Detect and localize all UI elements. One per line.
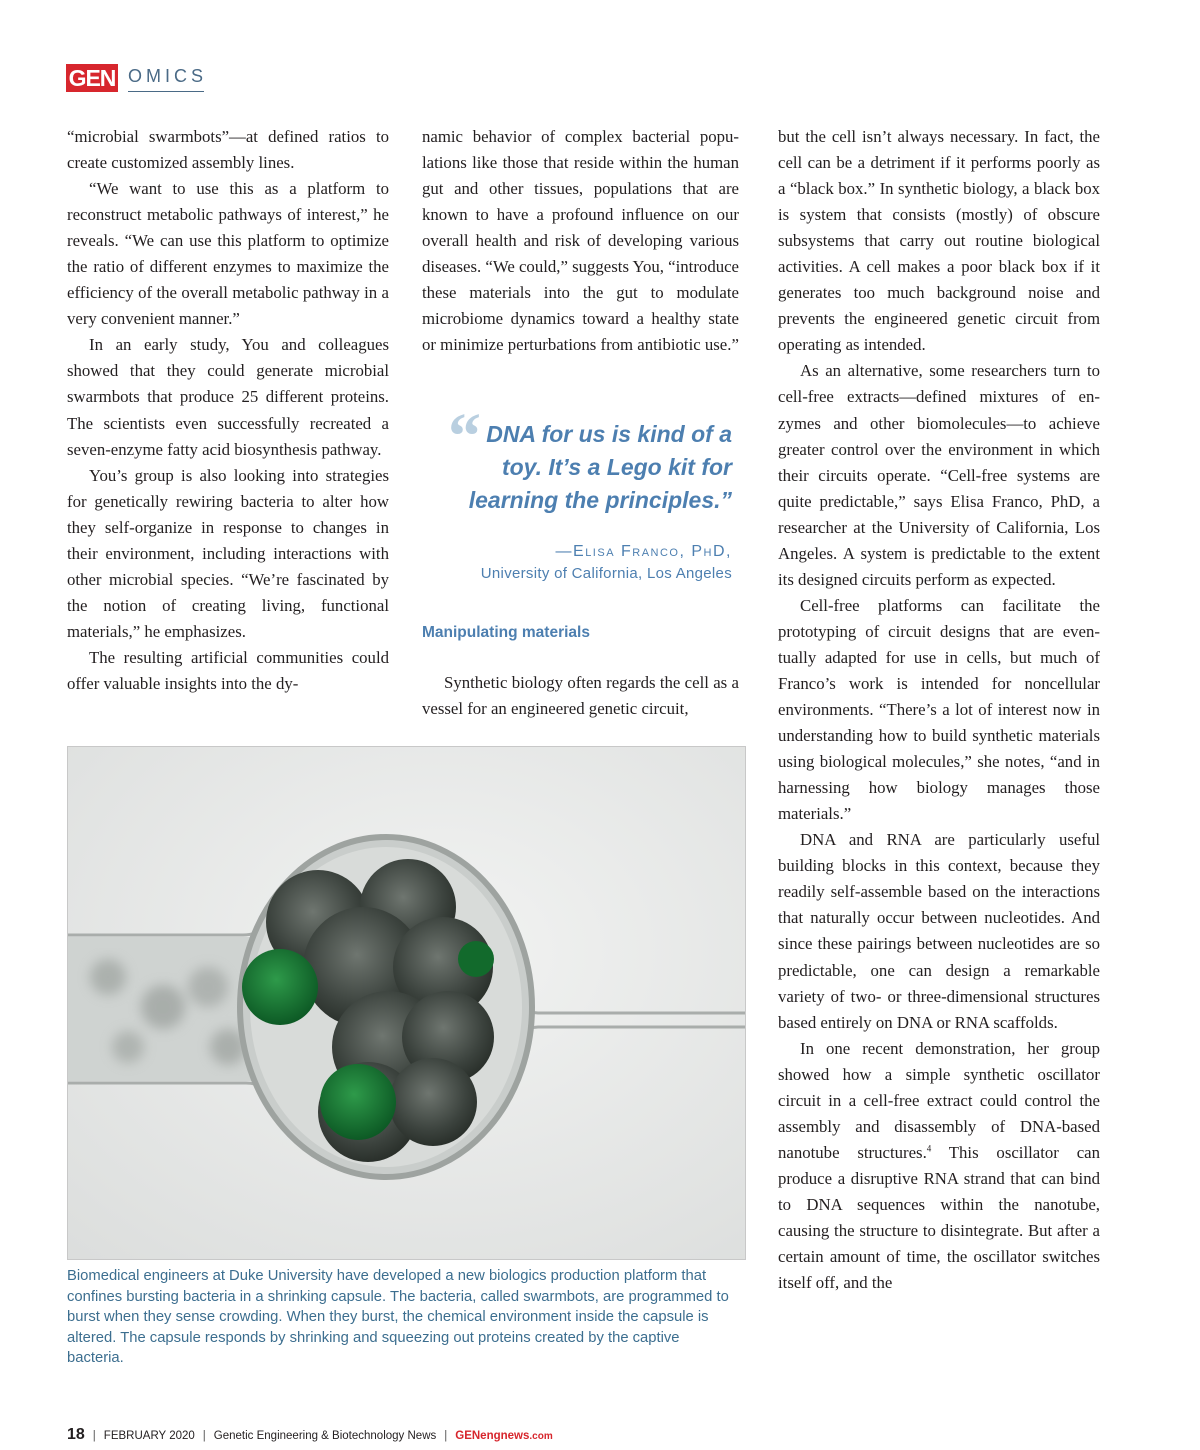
- section-label: OMICS: [128, 64, 204, 92]
- capsule-illustration: [68, 747, 745, 1259]
- article-column-right: [778, 124, 1100, 1296]
- pull-quote-affiliation: University of California, Los Angeles: [480, 565, 732, 582]
- citation-marker: 4: [926, 1143, 932, 1154]
- website-link[interactable]: GENengnews.com: [455, 1430, 553, 1442]
- quote-mark-icon: “: [448, 400, 481, 473]
- page-footer: 18 | FEBRUARY 2020 | Genetic Engineering & Biotechnology News | GENengnews.com: [67, 1426, 553, 1443]
- paragraph: You’s group is also looking into strategies for genetically rewiring bacteria to alter how they self-organize in response to changes in their environment, including interactions with other microbial species. “We’re fascinated by the notion of creating living, functional materials,” he emphasizes.: [67, 465, 389, 641]
- article-column-middle-continued: [422, 670, 739, 722]
- microscopy-photo: [67, 746, 746, 1260]
- paragraph: In one recent demonstration, her group showed how a simple synthetic oscillator circuit in a cell-free extract could control the assembly and disassembly of DNA-based nanotube structures.$^4$ This oscillator can produce a disruptive RNA strand that can bind to DNA sequences within the nanotube, causing the structure to disintegrate. But after a certain amount of time, the oscillator switches itself off, and the: [778, 1038, 1100, 1293]
- pull-quote: [440, 400, 732, 585]
- article-column-left: [67, 124, 389, 697]
- gen-logo: GEN: [66, 64, 118, 92]
- paragraph: As an alternative, some researchers turn to cell-free extracts—defined mixtures of enzymes and other biomolecules—to achieve greater control over the environment in which their circuits operate. “Cell-free systems are quite predictable,” says Elisa Franco, PhD, a researcher at the University of California, Los Angeles. A system is predictable to the extent its designed circuits perform as expected.: [778, 361, 1100, 589]
- figure-caption: Biomedical engineers at Duke University have developed a new biologics production platform that confines bursting bacteria in a shrinking capsule. The bacteria, called swarmbots, are programmed to burst when they sense crowding. When they burst, the chemical environment inside the capsule is altered. The capsule responds by shrinking and squeezing out proteins created by the captive bacteria.: [67, 1268, 729, 1366]
- article-column-middle: [422, 124, 739, 358]
- paragraph: but the cell isn’t always necessary. In fact, the cell can be a detriment if it performs poorly as a “black box.” In synthetic biology, a black box is system that consists (mostly) of obscure subsystems that carry out routine biological activities. A cell makes a poor black box if it generates too much background noise and prevents the engineered genetic circuit from operating as intended.: [778, 127, 1100, 355]
- paragraph: “We want to use this as a platform to reconstruct metabolic pathways of interest,” he reveals. “We can use this platform to optimize the ratio of different enzymes to maximize the efficiency of the overall metabolic pathway in a very convenient manner.”: [67, 179, 389, 329]
- paragraph: namic behavior of complex bacterial populations like those that reside within the human gut and other tissues, populations that are known to have a profound influence on our overall health and risk of developing various diseases. “We could,” suggests You, “introduce these materials into the gut to modulate microbiome dynamics toward a healthy state or minimize perturbations from antibiotic use.”: [422, 127, 739, 355]
- paragraph: In an early study, You and colleagues showed that they could generate microbial swarmbots that produce 25 different proteins. The scientists even successfully recreated a seven-enzyme fatty acid biosynthesis pathway.: [67, 335, 389, 459]
- paragraph: Cell-free platforms can facilitate the prototyping of circuit designs that are eventually adapted for use in cells, but much of Franco’s work is intended for noncellular environments. “There’s a lot of interest now in understanding how to build synthetic materials using biological molecules,” she notes, “and in harnessing how biology manages those materials.”: [778, 595, 1100, 824]
- publication-name: Genetic Engineering & Biotechnology News: [213, 1430, 437, 1442]
- issue-date: FEBRUARY 2020: [103, 1430, 195, 1442]
- section-subheading: Manipulating materials: [422, 624, 590, 641]
- pull-quote-author: —Elisa Franco, PhD,: [555, 543, 732, 560]
- paragraph: Synthetic biology often regards the cell as a vessel for an engineered genetic circuit,: [422, 673, 739, 719]
- paragraph: “microbial swarmbots”—at defined ratios to create customized assembly lines.: [67, 127, 389, 173]
- paragraph: DNA and RNA are particularly useful building blocks in this context, because they readily self-assemble based on the interactions that naturally occur between nucleotides. And since these pairings between nucleotides are so predictable, one can design a remarkable variety of two- or three-dimensional structures based entirely on DNA or RNA scaffolds.: [778, 830, 1100, 1032]
- pull-quote-text: DNA for us is kind of a toy. It’s a Lego kit for learning the principles.”: [468, 421, 732, 513]
- paragraph: The resulting artificial communities could offer valuable insights into the dy-: [67, 647, 389, 693]
- page-number: 18: [67, 1426, 85, 1443]
